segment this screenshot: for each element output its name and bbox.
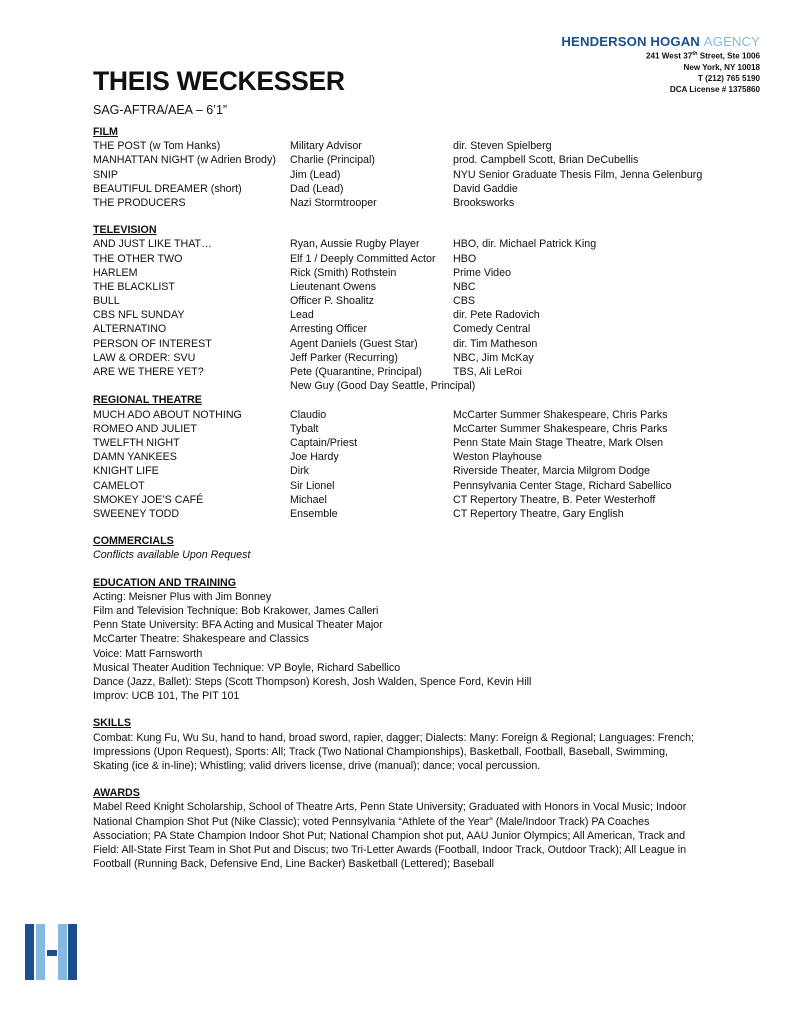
actor-union: SAG-AFTRA/AEA – 6’1” (93, 103, 228, 117)
section-heading-television: TELEVISION (93, 224, 157, 237)
credit-role: Lead (290, 309, 314, 322)
credit-role: Joe Hardy (290, 451, 339, 464)
resume-body (93, 125, 713, 871)
credit-title: SNIP (93, 168, 118, 181)
credit-title: HARLEM (93, 266, 138, 279)
credit-row (93, 153, 713, 167)
credit-title: PERSON OF INTEREST (93, 337, 212, 350)
credit-company: NYU Senior Graduate Thesis Film, Jenna Gelenburg (453, 168, 703, 181)
credit-row (93, 408, 713, 422)
credit-row (93, 422, 713, 436)
credit-role: Jim (Lead) (290, 168, 341, 181)
agency-header (561, 34, 760, 95)
credit-row (93, 196, 713, 210)
theatre-credits (93, 408, 713, 522)
credit-row (93, 266, 713, 280)
credit-row (93, 322, 713, 336)
credit-row (93, 351, 713, 365)
credit-title: LAW & ORDER: SVU (93, 351, 196, 364)
section-heading-commercials: COMMERCIALS (93, 535, 174, 548)
credit-role: Rick (Smith) Rothstein (290, 266, 397, 279)
section-heading-awards: AWARDS (93, 787, 140, 800)
credit-role: Charlie (Principal) (290, 154, 375, 167)
actor-name: THEIS WECKESSER (93, 66, 345, 96)
education-line: Film and Television Technique: Bob Krakower, James Calleri (93, 604, 379, 617)
education-list (93, 590, 713, 704)
credit-role: Claudio (290, 408, 327, 421)
credit-title: TWELFTH NIGHT (93, 436, 180, 449)
credit-row (93, 464, 713, 478)
education-line: Voice: Matt Farnsworth (93, 647, 203, 660)
television-credits (93, 237, 713, 393)
credit-company: Weston Playhouse (453, 451, 542, 464)
credit-row (93, 237, 713, 251)
credit-title: ARE WE THERE YET? (93, 366, 204, 379)
credit-role: Michael (290, 493, 327, 506)
credit-role: Agent Daniels (Guest Star) (290, 337, 418, 350)
credit-company: Riverside Theater, Marcia Milgrom Dodge (453, 465, 651, 478)
credit-title: ROMEO AND JULIET (93, 422, 197, 435)
credit-title: CBS NFL SUNDAY (93, 309, 185, 322)
credit-row (93, 507, 713, 521)
credit-company: HBO (453, 252, 477, 265)
credit-row (93, 365, 713, 379)
credit-title: MUCH ADO ABOUT NOTHING (93, 408, 242, 421)
credit-role: Ryan, Aussie Rugby Player (290, 238, 420, 251)
agency-phone: T (212) 765 5190 (697, 73, 760, 83)
credit-company: prod. Campbell Scott, Brian DeCubellis (453, 154, 639, 167)
agency-address: 241 West 37th Street, Ste 1006 (646, 51, 760, 61)
education-line: McCarter Theatre: Shakespeare and Classics (93, 633, 310, 646)
credit-company: Prime Video (453, 266, 512, 279)
agency-license: DCA License # 1375860 (669, 84, 760, 94)
credit-title: DAMN YANKEES (93, 451, 177, 464)
credit-title: CAMELOT (93, 479, 145, 492)
credit-company: dir. Pete Radovich (453, 309, 540, 322)
credit-title: MANHATTAN NIGHT (w Adrien Brody) (93, 154, 276, 167)
credit-company: McCarter Summer Shakespeare, Chris Parks (453, 422, 668, 435)
credit-row (93, 252, 713, 266)
credit-row (93, 294, 713, 308)
hh-agency-logo-icon (25, 924, 77, 980)
education-line: Musical Theater Audition Technique: VP Boyle, Richard Sabellico (93, 661, 401, 674)
credit-role: Dirk (290, 465, 309, 478)
credit-row (93, 308, 713, 322)
agency-name: HENDERSON HOGAN AGENCY (561, 34, 760, 49)
credit-role: Officer P. Shoalitz (290, 295, 374, 308)
credit-title: THE BLACKLIST (93, 280, 175, 293)
credit-row (93, 479, 713, 493)
credit-role: Tybalt (290, 422, 319, 435)
credit-title: THE PRODUCERS (93, 196, 186, 209)
commercials-note: Conflicts available Upon Request (93, 549, 251, 562)
credit-title: SMOKEY JOE’S CAFÉ (93, 493, 204, 506)
credit-row (93, 182, 713, 196)
credit-role: Nazi Stormtrooper (290, 196, 377, 209)
section-heading-skills: SKILLS (93, 717, 132, 730)
agency-city: New York, NY 10018 (683, 62, 760, 72)
credit-row (93, 493, 713, 507)
credit-row (93, 168, 713, 182)
credit-role: Pete (Quarantine, Principal) (290, 366, 422, 379)
credit-role: Sir Lionel (290, 479, 335, 492)
credit-title: THE OTHER TWO (93, 252, 183, 265)
credit-role: Captain/Priest (290, 436, 358, 449)
credit-row (93, 337, 713, 351)
credit-title: BEAUTIFUL DREAMER (short) (93, 182, 242, 195)
credit-company: Comedy Central (453, 323, 531, 336)
credit-company: Pennsylvania Center Stage, Richard Sabellico (453, 479, 672, 492)
section-heading-film: FILM (93, 126, 118, 138)
credit-company: David Gaddie (453, 182, 518, 195)
section-heading-education: EDUCATION AND TRAINING (93, 576, 237, 589)
credit-company: HBO, dir. Michael Patrick King (453, 238, 597, 251)
credit-role: New Guy (Good Day Seattle, Principal) (290, 380, 476, 393)
credit-title: AND JUST LIKE THAT… (93, 238, 212, 251)
credit-row (93, 379, 713, 393)
credit-title: SWEENEY TODD (93, 507, 180, 520)
credit-company: NBC, Jim McKay (453, 351, 534, 364)
credit-company: Brooksworks (453, 196, 515, 209)
credit-row (93, 280, 713, 294)
credit-company: TBS, Ali LeRoi (453, 366, 522, 379)
credit-company: CBS (453, 295, 475, 308)
education-line: Dance (Jazz, Ballet): Steps (Scott Thompson) Koresh, Josh Walden, Spence Ford, Kevin Hill (93, 675, 532, 688)
credit-company: dir. Tim Matheson (453, 337, 538, 350)
film-credits (93, 139, 713, 210)
awards-text: Mabel Reed Knight Scholarship, School of Theatre Arts, Penn State University; Graduated with Honors in Vocal Music; Indoor National Champion Shot Put (Nike Classic); voted Pennsylvania “Athlete of the Year” (Male/Indoor Track) PA Coaches Association; PA State Champion Indoor Shot Put; National Champion shot put, AAU Junior Olympics; All American, Track and Field: All-State First Team in Shot Put and Discus; two Tri-Letter Awards (Football, Indoor Track, Outdoor Track); All League in Football (Running Back, Defensive End, Line Backer) Basketball (Lettered); Baseball (93, 801, 687, 871)
credit-role: Arresting Officer (290, 323, 368, 336)
credit-company: McCarter Summer Shakespeare, Chris Parks (453, 408, 668, 421)
credit-row (93, 139, 713, 153)
education-line: Improv: UCB 101, The PIT 101 (93, 690, 240, 703)
credit-role: Elf 1 / Deeply Committed Actor (290, 252, 436, 265)
credit-company: CT Repertory Theatre, Gary English (453, 507, 624, 520)
credit-company: dir. Steven Spielberg (453, 140, 552, 153)
education-line: Acting: Meisner Plus with Jim Bonney (93, 590, 272, 603)
credit-role: Lieutenant Owens (290, 280, 377, 293)
credit-role: Ensemble (290, 507, 338, 520)
credit-role: Jeff Parker (Recurring) (290, 351, 398, 364)
credit-title: KNIGHT LIFE (93, 465, 159, 478)
credit-company: NBC (453, 280, 476, 293)
credit-company: Penn State Main Stage Theatre, Mark Olsen (453, 436, 664, 449)
credit-row (93, 436, 713, 450)
credit-company: CT Repertory Theatre, B. Peter Westerhoff (453, 493, 656, 506)
credit-title: BULL (93, 295, 120, 308)
credit-role: Military Advisor (290, 140, 362, 153)
skills-text: Combat: Kung Fu, Wu Su, hand to hand, broad sword, rapier, dagger; Dialects: Many: Foreign & Regional; Languages: French; Impressions (Upon Request), Sports: All; Track (Two National Championships), Basketball, Football, Baseball, Swimming, Skating (ice & in-line); Whistling; valid drivers license, drive (manual); dance; vocal percussion. (93, 731, 695, 772)
credit-row (93, 450, 713, 464)
credit-role: Dad (Lead) (290, 182, 344, 195)
credit-title: ALTERNATINO (93, 323, 167, 336)
section-heading-theatre: REGIONAL THEATRE (93, 394, 202, 407)
credit-title: THE POST (w Tom Hanks) (93, 140, 221, 153)
education-line: Penn State University: BFA Acting and Musical Theater Major (93, 619, 383, 632)
